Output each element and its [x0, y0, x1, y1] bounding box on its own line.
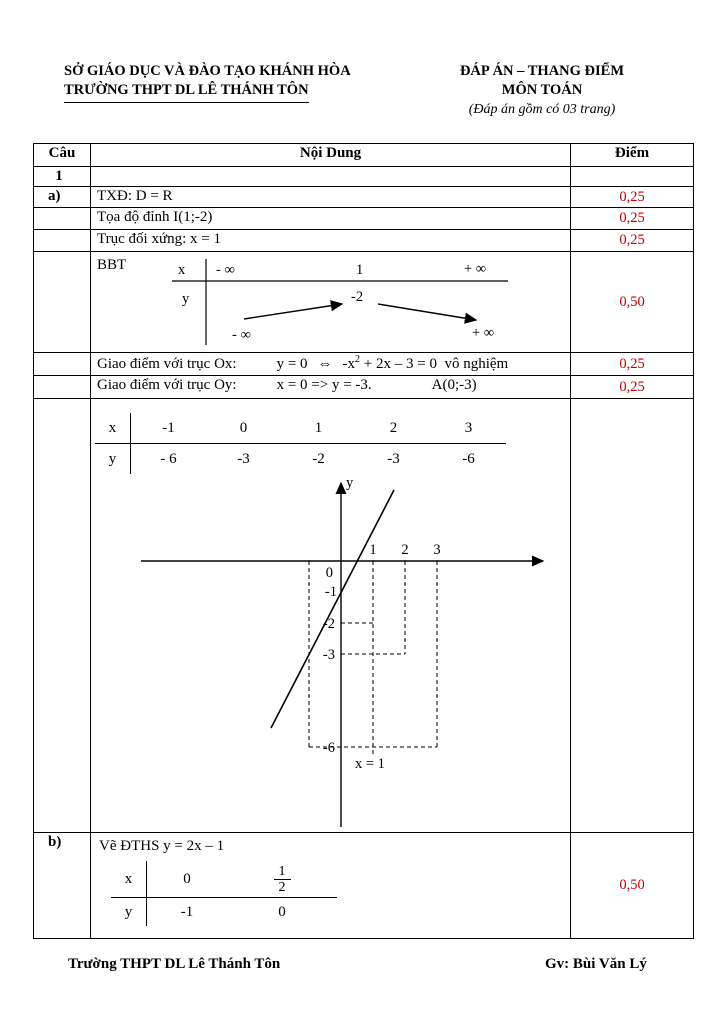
- subject-title: MÔN TOÁN: [501, 82, 583, 98]
- bbt-y-peak: -2: [351, 289, 364, 305]
- column-header-noidung: Nội Dung: [91, 144, 571, 166]
- giao-ox-eq-exponent: 2: [355, 354, 361, 365]
- y-label-minus6: -6: [322, 740, 335, 756]
- answer-table: [33, 143, 694, 939]
- part-a-label: a): [34, 187, 91, 207]
- footer-school-name: Trường THPT DL Lê Thánh Tôn: [68, 956, 281, 972]
- value-table-y-label: y: [95, 444, 131, 474]
- row-txd: [34, 187, 693, 208]
- bbt-x-left: - ∞: [216, 262, 235, 278]
- table-header-row: [34, 144, 693, 167]
- row-bbt: [34, 252, 693, 353]
- empty-cell: [34, 252, 91, 352]
- row-graph: [34, 399, 693, 833]
- value-table: [95, 413, 570, 474]
- empty-score-cell: [571, 167, 693, 186]
- truc-text: Trục đối xứng: x = 1: [91, 230, 571, 251]
- giao-ox-eq-rest: + 2x – 3 = 0 vô nghiệm: [360, 356, 509, 372]
- column-header-cau: Câu: [34, 144, 91, 166]
- x-tick-1: 1: [369, 542, 377, 558]
- footer-teacher-name: Gv: Bùi Văn Lý: [545, 956, 647, 972]
- empty-cell: [34, 399, 91, 832]
- dinh-text: Tọa độ đỉnh I(1;-2): [91, 208, 571, 229]
- row-giao-oy: [34, 376, 693, 399]
- bbt-y-right: + ∞: [472, 325, 495, 341]
- column-header-diem: Điểm: [614, 145, 650, 161]
- bbt-y-header: y: [182, 291, 190, 307]
- bbt-arrow-down: [378, 304, 476, 320]
- b-table-x1: 0: [147, 861, 227, 898]
- pages-note: (Đáp án gồm có 03 trang): [468, 102, 616, 117]
- giao-oy-cell: [91, 376, 571, 398]
- department-name: SỞ GIÁO DỤC VÀ ĐÀO TẠO KHÁNH HÒA: [64, 63, 351, 79]
- y-label-minus2: -2: [322, 616, 335, 632]
- iff-symbol: ⇔: [317, 356, 333, 372]
- bbt-x-header: x: [178, 262, 186, 278]
- b-table-y-label: y: [111, 898, 147, 926]
- score-badge: 0,50: [619, 877, 645, 893]
- y-label-minus1: -1: [324, 584, 337, 600]
- function-graph: [93, 471, 563, 833]
- empty-cell: [34, 376, 91, 398]
- question-number-row: [34, 167, 693, 187]
- giao-ox-eq-base: -x: [342, 356, 356, 372]
- row-truc-doi-xung: [34, 230, 693, 252]
- value-table-x-label: x: [95, 413, 131, 444]
- empty-cell: [34, 208, 91, 229]
- score-badge: 0,25: [619, 188, 645, 205]
- b-table-y1: -1: [180, 903, 194, 920]
- fraction-numerator: 1: [274, 864, 291, 880]
- empty-cell: [34, 230, 91, 251]
- bbt-arrow-up: [244, 304, 342, 319]
- value-cell: 2: [356, 413, 431, 444]
- x-tick-3: 3: [433, 542, 441, 558]
- giao-ox-eq-left: y = 0: [276, 356, 308, 372]
- header-left: [64, 62, 351, 103]
- row-giao-ox: [34, 353, 693, 376]
- line-y-2x-minus-1: [271, 490, 394, 728]
- school-name: TRƯỜNG THPT DL LÊ THÁNH TÔN: [64, 81, 309, 103]
- axis-of-symmetry-label: x = 1: [355, 756, 385, 772]
- part-b-title: Vẽ ĐTHS y = 2x – 1: [99, 838, 225, 854]
- giao-oy-label: Giao điểm với trục Oy:: [97, 377, 237, 393]
- question-number: 1: [34, 167, 91, 186]
- graph-cell: [91, 399, 571, 832]
- part-b-label: b): [34, 833, 91, 938]
- x-tick-2: 2: [401, 542, 409, 558]
- value-cell: -1: [131, 413, 206, 444]
- fraction-one-half: [274, 864, 291, 895]
- bbt-x-mid: 1: [356, 262, 364, 278]
- value-cell: - 6: [160, 450, 177, 467]
- txd-text: TXĐ: D = R: [91, 187, 571, 207]
- y-axis-label: y: [346, 475, 354, 491]
- empty-cell: [34, 353, 91, 375]
- value-cell: -2: [312, 450, 325, 467]
- row-part-b: [34, 833, 693, 938]
- value-cell: -3: [387, 450, 400, 467]
- empty-score-cell: [571, 399, 693, 832]
- answer-key-title: ĐÁP ÁN – THANG ĐIỂM: [459, 63, 625, 79]
- empty-cell: [91, 167, 571, 186]
- score-badge: 0,25: [619, 378, 645, 395]
- bbt-cell: [91, 252, 571, 352]
- value-cell: 1: [281, 413, 356, 444]
- giao-ox-cell: [91, 353, 571, 375]
- row-dinh: [34, 208, 693, 230]
- fraction-denominator: 2: [278, 879, 286, 895]
- score-badge: 0,25: [619, 355, 645, 372]
- b-table-x-label: x: [111, 861, 147, 898]
- part-b-cell: [91, 833, 571, 938]
- b-table-y2: 0: [278, 903, 286, 920]
- giao-oy-equation: x = 0 => y = -3.: [276, 377, 372, 393]
- header-right: [430, 62, 654, 119]
- b-table-x2-fraction: [227, 861, 337, 898]
- bbt-x-right: + ∞: [464, 261, 487, 277]
- value-cell: -3: [237, 450, 250, 467]
- bbt-y-left: - ∞: [232, 327, 251, 343]
- part-b-value-table: [111, 861, 564, 926]
- variation-table: [170, 257, 510, 349]
- value-cell: -6: [462, 450, 475, 467]
- score-badge: 0,25: [619, 232, 645, 248]
- bbt-label: BBT: [97, 257, 127, 273]
- score-badge: 0,50: [619, 293, 645, 310]
- giao-ox-label: Giao điểm với trục Ox:: [97, 356, 237, 372]
- y-label-minus3: -3: [322, 647, 335, 663]
- value-cell: 0: [206, 413, 281, 444]
- giao-oy-point: A(0;-3): [431, 377, 477, 393]
- score-badge: 0,25: [619, 210, 645, 226]
- value-cell: 3: [431, 413, 506, 444]
- origin-label: 0: [325, 565, 333, 581]
